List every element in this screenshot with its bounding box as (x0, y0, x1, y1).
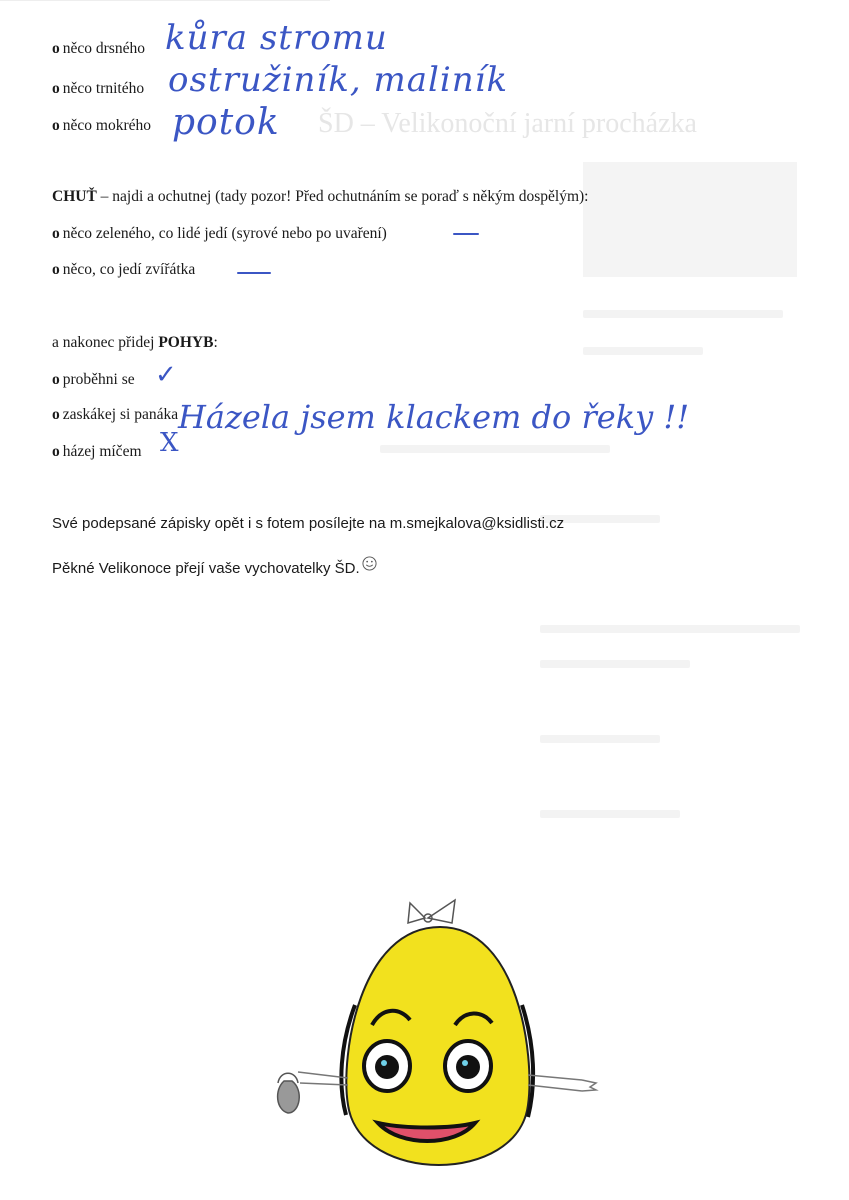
bleed-through-line (540, 735, 660, 743)
rough-item (52, 40, 145, 58)
bow-icon (408, 900, 455, 923)
taste-item-label: něco, co jedí zvířátka (62, 261, 196, 278)
taste-heading: CHUŤ (52, 188, 97, 205)
taste-item (52, 225, 387, 243)
movement-item (52, 406, 178, 424)
movement-colon: : (213, 334, 218, 351)
bleed-through-line (540, 625, 800, 633)
movement-item-label: zaskákej si panáka (62, 406, 179, 423)
wet-label: něco mokrého (62, 117, 151, 134)
right-arm (528, 1075, 596, 1091)
bullet: o (52, 261, 60, 278)
bullet: o (52, 40, 60, 57)
taste-heading-line (52, 188, 589, 206)
bullet: o (52, 117, 60, 134)
bleed-through-photo (583, 162, 797, 277)
movement-item (52, 371, 135, 389)
bleed-through-line (583, 347, 703, 355)
smiley-icon (362, 556, 377, 571)
taste-item-label: něco zeleného, co lidé jedí (syrové nebo po uvaření) (62, 225, 387, 242)
bleed-through-rule (0, 0, 330, 1)
bullet: o (52, 406, 60, 423)
closing-line (52, 556, 377, 577)
bleed-through-title: ŠD – Velikonoční jarní procházka (318, 108, 697, 139)
taste-instruction: – najdi a ochutnej (tady pozor! Před ochutnáním se poraď s někým dospělým): (96, 188, 589, 205)
thorny-answer: ostružiník, maliník (168, 60, 509, 100)
movement-item-label: házej míčem (62, 443, 142, 460)
thorny-label: něco trnitého (62, 80, 145, 97)
wet-answer: potok (172, 102, 280, 143)
send-text: Své podepsané zápisky opět i s fotem posílejte na m.smejkalova@ksidlisti.cz (52, 515, 565, 532)
left-arm (278, 1072, 348, 1113)
bleed-through-line (540, 810, 680, 818)
rough-answer: kůra stromu (165, 18, 388, 58)
easter-egg-drawing (260, 885, 610, 1200)
bullet: o (52, 443, 60, 460)
cross-mark: X (160, 428, 180, 458)
movement-item-label: proběhni se (62, 371, 135, 388)
thorny-item (52, 80, 144, 98)
movement-heading-line (52, 334, 218, 352)
movement-heading: POHYB (158, 334, 214, 351)
wet-item (52, 117, 151, 135)
movement-intro: a nakonec přidej (52, 334, 159, 351)
bleed-through-line (380, 445, 610, 453)
bleed-through-line (540, 660, 690, 668)
bullet: o (52, 80, 60, 97)
check-mark: ✓ (155, 360, 178, 390)
movement-item (52, 443, 142, 461)
bleed-through-line (583, 310, 783, 318)
throw-answer: Házela jsem klackem do řeky !! (178, 398, 690, 436)
bullet: o (52, 371, 60, 388)
bullet: o (52, 225, 60, 242)
taste-item (52, 261, 195, 279)
blank-answer-dash (237, 272, 271, 274)
closing-text: Pěkné Velikonoce přejí vaše vychovatelky ŠD. (52, 560, 360, 577)
rough-label: něco drsného (62, 40, 145, 57)
send-instructions (52, 515, 564, 532)
blank-answer-dash (453, 233, 479, 235)
